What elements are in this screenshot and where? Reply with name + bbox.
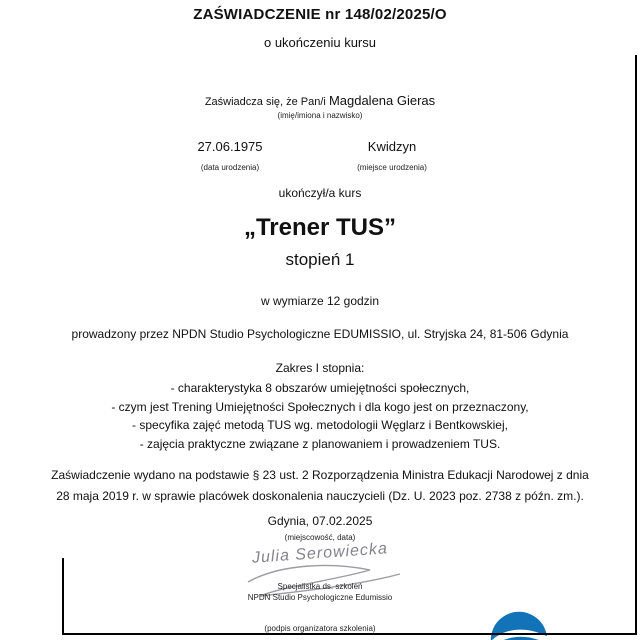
scope-title: Zakres I stopnia: <box>275 361 365 375</box>
recipient-caption: (imię/imiona i nazwisko) <box>277 111 363 120</box>
legal-basis-text <box>0 465 640 507</box>
birth-date: 27.06.1975 <box>197 139 263 154</box>
scope-item: - charakterystyka 8 obszarów umiejętności społecznych, <box>170 381 470 395</box>
org-logo-icon <box>489 610 549 640</box>
signer-organization: NPDN Studio Psychologiczne Edumissio <box>247 593 393 602</box>
page-border-left <box>62 558 64 635</box>
signature-caption: (podpis organizatora szkolenia) <box>264 624 376 633</box>
legal-text-line: Zaświadczenie wydano na podstawie § 23 ust. 2 Rozporządzenia Ministra Edukacji Narodowej z dnia <box>51 468 589 482</box>
birth-date-block <box>145 139 315 172</box>
course-hours-line: w wymiarze 12 godzin <box>260 294 380 308</box>
course-level: stopień 1 <box>285 250 355 269</box>
legal-text-line: 28 maja 2019 r. w sprawie placówek doskonalenia nauczycieli (Dz. U. 2023 poz. 2738 z późn. zm.). <box>56 489 584 503</box>
recipient-prefix: Zaświadcza się, że Pan/i <box>204 96 329 108</box>
place-date-caption: (miejscowość, data) <box>284 533 356 542</box>
recipient-line <box>0 93 640 108</box>
certificate-subtitle: o ukończeniu kursu <box>263 35 376 50</box>
certificate-title: ZAŚWIADCZENIE nr 148/02/2025/O <box>193 6 447 23</box>
scope-item: - zajęcia praktyczne związane z planowaniem i prowadzeniem TUS. <box>139 436 501 451</box>
provider-line: prowadzony przez NPDN Studio Psychologiczne EDUMISSIO, ul. Stryjska 24, 81-506 Gdynia <box>71 327 569 341</box>
birth-place-block <box>307 139 477 172</box>
birth-date-caption: (data urodzenia) <box>200 163 260 172</box>
completed-line: ukończył/a kurs <box>278 186 362 200</box>
scope-item: - czym jest Trening Umiejętności Społecznych i dla kogo jest on przeznaczony, <box>111 399 529 414</box>
birth-place-caption: (miejsce urodzenia) <box>357 163 427 172</box>
signature-handwriting: Julia Serowiecka <box>251 540 389 567</box>
place-and-date: Gdynia, 07.02.2025 <box>267 514 373 528</box>
page-border-bottom <box>62 633 637 635</box>
scope-item: - specyfika zajęć metodą TUS wg. metodologii Węglarz i Bentkowskiej, <box>132 418 508 432</box>
page-border-right <box>635 55 637 635</box>
birth-place: Kwidzyn <box>367 139 417 154</box>
signer-role: Specjalistka ds. szkoleń <box>277 582 363 591</box>
course-name: „Trener TUS” <box>243 214 397 241</box>
scope-list <box>0 379 640 453</box>
recipient-name: Magdalena Gieras <box>328 93 436 108</box>
